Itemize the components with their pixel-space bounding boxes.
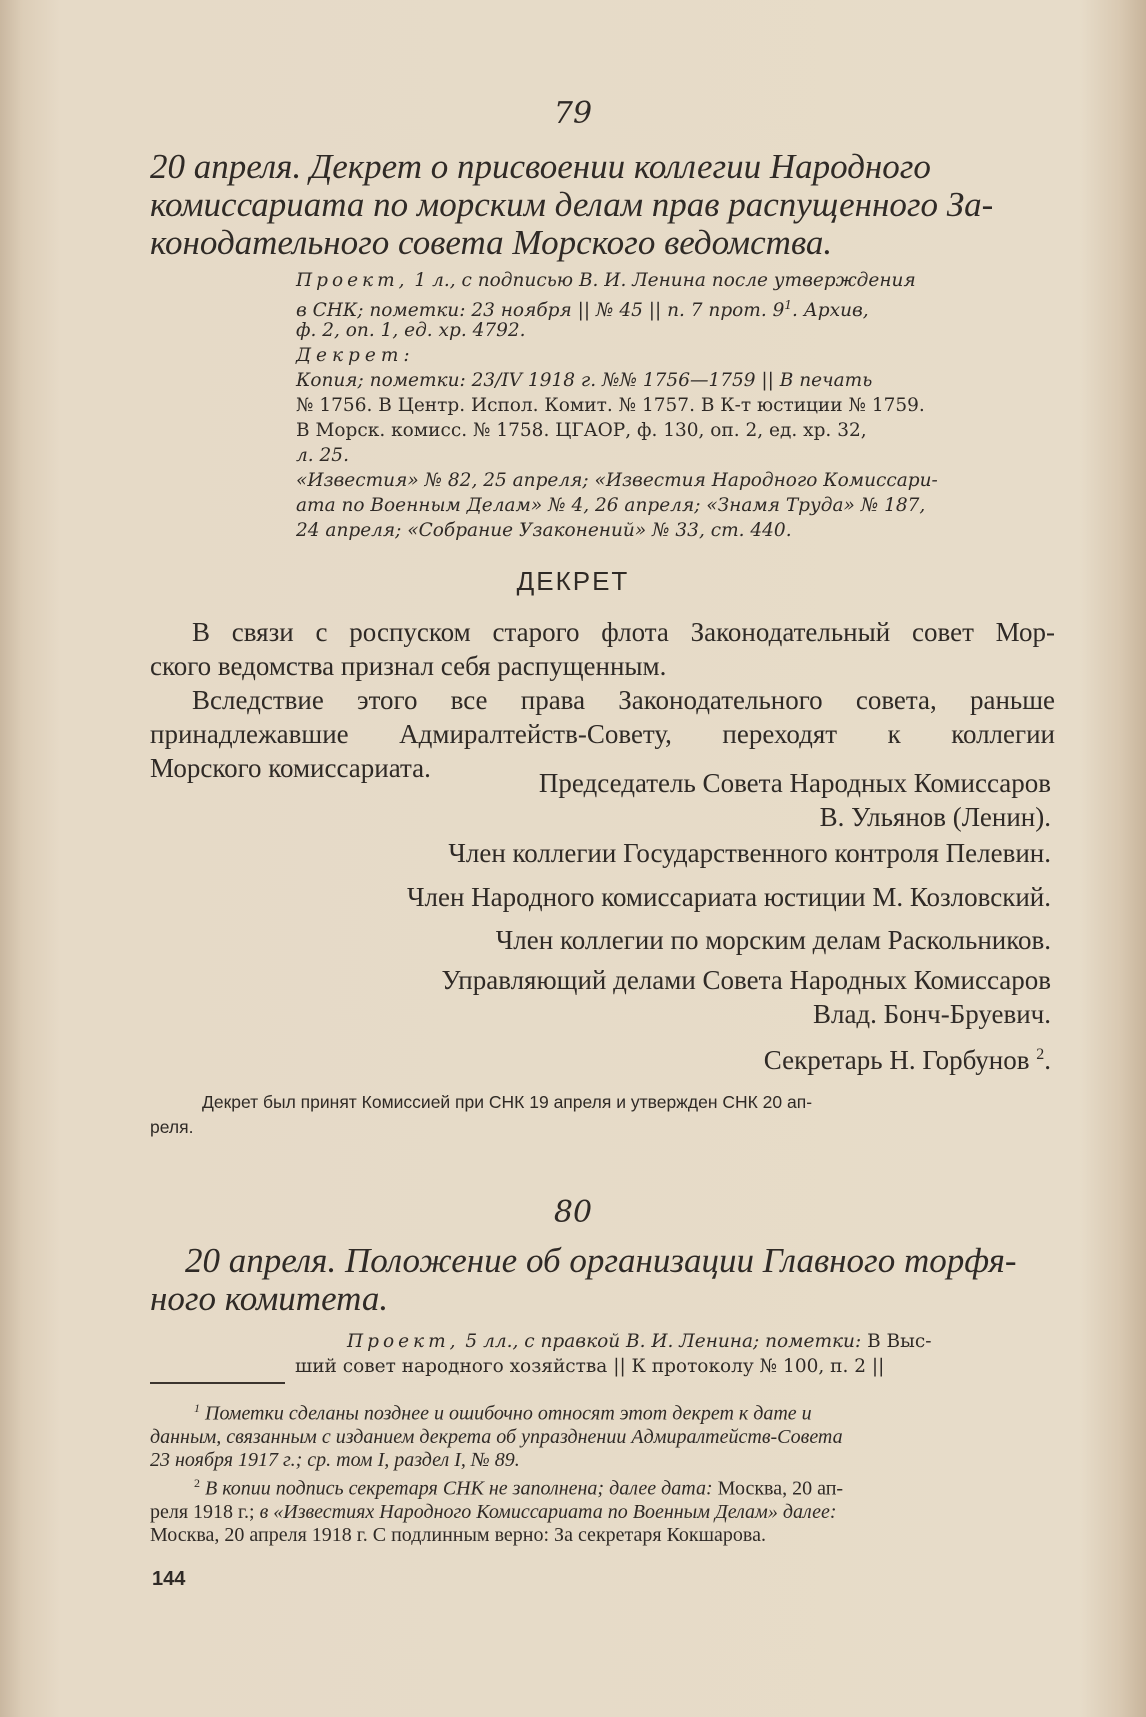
document-title <box>150 148 1050 262</box>
document-title: 20 апреля. Положение об организации Главного торфя- ного комитета. <box>150 1241 1017 1318</box>
signature-justice: Член Народного комиссариата юстиции М. Козловский. <box>406 882 1051 912</box>
archival-source-cont: в СНК; пометки: 23 ноября || № 45 || п. 7 прот. $9^1$. Архив, ф. 2, оп. 1, ед. хр. 4792. Декрет: Копия; пометки: 23/IV 1918 г. №№ 1756—1759 || В печать № 1756. В Центр. Испол. Комит. № 1757. В К-т юстиции № 1759. В Морск. комисс. № 1758. ЦГАОР, ф. 130, оп. 2, ед. хр. 32, л. 25. «Известия» № 82, 25 апреля; «Известия Народного Комиссари- ата по Военным Делам» № 4, 26 апреля; «Знамя Труда» № 187, 24 апреля; «Собрание Узаконений» № 33, ст. 440. <box>296 293 1056 543</box>
title-line: 20 апреля. Декрет о присвоении коллегии Народного <box>150 147 931 186</box>
decree-body <box>150 615 1055 785</box>
decree-heading: ДЕКРЕТ <box>516 566 630 596</box>
footnote-rule <box>150 1382 285 1384</box>
editorial-note: Декрет был принят Комиссией при СНК 19 апреля и утвержден СНК 20 ап- реля. <box>150 1092 813 1137</box>
signature-secretary: Секретарь Н. Горбунов $^2$. <box>763 1045 1051 1075</box>
body-line: Вследствие этого все права Законодательного совета, раньше <box>192 685 1055 715</box>
publication-line: «Известия» № 82, 25 апреля; «Известия Народного Комиссари- <box>296 470 938 491</box>
manager-name: Влад. Бонч-Бруевич. <box>812 999 1051 1029</box>
archival-source <box>296 268 1056 293</box>
archival-source: Проект, 5 лл., с правкой В. И. Ленина; пометки: В Выс- ший совет народного хозяйства || К протоколу № 100, п. 2 || <box>295 1331 932 1377</box>
body-line: Морского комиссариата. <box>150 753 431 783</box>
body-line: В связи с роспуском старого флота Законодательный совет Мор- <box>192 617 1055 647</box>
manager-title: Управляющий делами Совета Народных Комиссаров <box>441 965 1051 995</box>
body-line: принадлежавшие Адмиралтейств-Совету, переходят к коллегии <box>150 719 1055 749</box>
chairman-name: В. Ульянов (Ленин). <box>819 802 1051 832</box>
document-number: 80 <box>553 1195 593 1230</box>
body-line: ского ведомства признал себя распущенным. <box>150 651 667 681</box>
page-number: 144 <box>152 1568 186 1590</box>
signature-control: Член коллегии Государственного контроля Пелевин. <box>448 838 1051 868</box>
title-line: конодательного совета Морского ведомства. <box>150 223 833 262</box>
chairman-title: Председатель Совета Народных Комиссаров <box>538 768 1051 798</box>
source-line: Проект, 1 л., с подписью В. И. Ленина после утверждения <box>296 270 916 291</box>
title-line: комиссариата по морским делам прав распущенного За- <box>150 185 994 224</box>
document-number: 79 <box>553 96 593 131</box>
footnote-2: $^2$ В копии подпись секретаря СНК не заполнена; далее дата: Москва, 20 ап- реля 1918 г.; в «Известиях Народного Комиссариата по Военным Делам» далее: Москва, 20 апреля 1918 г. С подлинным верно: За секретаря Кокшарова. <box>150 1476 844 1546</box>
project-label: Проект, <box>296 270 409 291</box>
decree-label: Декрет: <box>296 345 415 366</box>
footnote-1: $^1$ Пометки сделаны позднее и ошибочно относят этот декрет к дате и данным, связанным с изданием декрета об упразднении Адмиралтейств-Совета 23 ноября 1917 г.; ср. том I, раздел I, № 89. <box>150 1401 843 1471</box>
signature-naval: Член коллегии по морским делам Раскольников. <box>495 925 1051 955</box>
